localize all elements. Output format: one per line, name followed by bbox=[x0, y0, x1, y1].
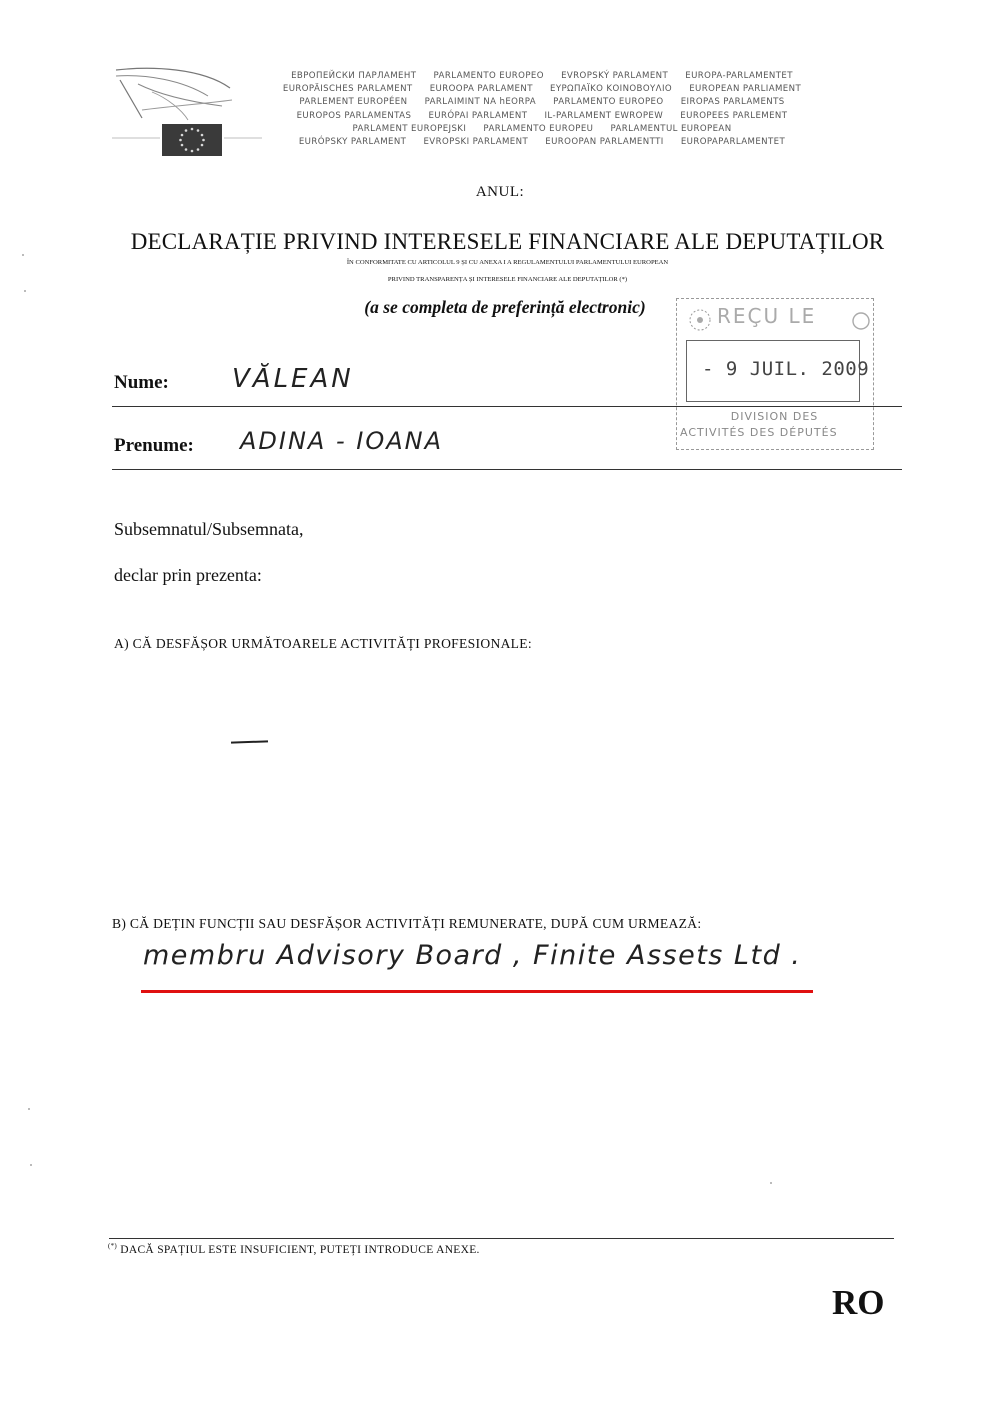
parliament-name: ЕВРОПЕЙСКИ ПАРЛАМЕНТ bbox=[291, 71, 417, 81]
eu-flag-icon bbox=[162, 124, 222, 156]
scan-speck bbox=[28, 1108, 30, 1110]
parliament-name: PARLAMENTO EUROPEO bbox=[553, 97, 664, 108]
stamp-circle-icon bbox=[850, 310, 872, 332]
prenume-label: Prenume: bbox=[114, 435, 194, 456]
electronic-completion-note: (a se completa de preferință electronic) bbox=[364, 297, 646, 317]
parliament-name: EUROPA-PARLAMENTET bbox=[685, 71, 793, 81]
parliament-name: ΕΥΡΩΠΑΪΚΟ ΚΟΙΝΟΒΟΥΛΙΟ bbox=[550, 84, 673, 95]
parliament-names-row bbox=[262, 96, 822, 109]
parliament-name: PARLEMENT EUROPÉEN bbox=[299, 97, 408, 108]
parliament-name: EVROPSKI PARLAMENT bbox=[423, 137, 529, 148]
nume-underline bbox=[112, 406, 902, 407]
parliament-name: EUROPOS PARLAMENTAS bbox=[296, 110, 412, 121]
parliament-name: PARLAMENTUL EUROPEAN bbox=[610, 123, 732, 134]
nume-label: Nume: bbox=[114, 372, 169, 393]
parliament-name: EUROPAPARLAMENTET bbox=[680, 137, 786, 148]
footnote-divider bbox=[109, 1238, 894, 1239]
stamp-division-line-2: ACTIVITÉS DES DÉPUTÉS bbox=[680, 426, 838, 439]
parliament-name: PARLAMENTO EUROPEO bbox=[433, 71, 544, 81]
parliament-name: PARLAMENT EUROPEJSKI bbox=[352, 123, 467, 134]
section-b-red-underline bbox=[141, 990, 813, 993]
parliament-name: EUROOPA PARLAMENT bbox=[429, 84, 533, 95]
parliament-name: IL-PARLAMENT EWROPEW bbox=[544, 110, 664, 121]
section-a-dash-mark bbox=[231, 740, 268, 743]
scan-speck bbox=[30, 1164, 32, 1166]
prenume-handwritten-value: ADINA - IOANA bbox=[240, 427, 444, 455]
parliament-names-row bbox=[262, 123, 822, 136]
parliament-name: PARLAMENTO EUROPEU bbox=[483, 123, 594, 134]
scan-speck bbox=[770, 1182, 772, 1184]
parliament-name: EUROPEAN PARLIAMENT bbox=[689, 84, 802, 95]
parliament-name: PARLAIMINT NA hEORPA bbox=[424, 97, 537, 108]
year-label: ANUL: bbox=[475, 184, 525, 200]
stamp-date: - 9 JUIL. 2009 bbox=[702, 358, 870, 380]
scan-speck bbox=[24, 290, 26, 292]
footnote-mark: (*) bbox=[108, 1242, 118, 1250]
stamp-eu-flag-icon bbox=[688, 308, 712, 332]
stamp-division-line-1: DIVISION DES bbox=[730, 410, 819, 423]
european-parliament-logo-icon bbox=[112, 66, 262, 162]
section-b-heading: B) CĂ DEȚIN FUNCȚII SAU DESFĂȘOR ACTIVITĂȚI REMUNERATE, DUPĂ CUM URMEAZĂ: bbox=[112, 916, 702, 931]
parliament-names-block bbox=[262, 70, 822, 149]
parliament-name: EUROOPAN PARLAMENTTI bbox=[545, 137, 664, 148]
title-subline-2: PRIVIND TRANSPARENȚA ȘI INTERESELE FINANCIARE ALE DEPUTAȚILOR (*) bbox=[387, 276, 628, 283]
parliament-names-row bbox=[262, 136, 822, 149]
parliament-name: EURÓPAI PARLAMENT bbox=[428, 110, 528, 121]
footnote-text: DACĂ SPAȚIUL ESTE INSUFICIENT, PUTEȚI INTRODUCE ANEXE. bbox=[117, 1243, 480, 1256]
parliament-names-row bbox=[262, 110, 822, 123]
scan-speck bbox=[22, 254, 24, 256]
subsemnatul-text: Subsemnatul/Subsemnata, bbox=[114, 519, 304, 539]
parliament-names-row bbox=[262, 70, 822, 83]
declar-text: declar prin prezenta: bbox=[114, 565, 262, 585]
title-subline-1: ÎN CONFORMITATE CU ARTICOLUL 9 ȘI CU ANEXA I A REGULAMENTULUI PARLAMENTULUI EUROPEAN bbox=[346, 259, 669, 266]
document-title: DECLARAȚIE PRIVIND INTERESELE FINANCIARE ALE DEPUTAȚILOR bbox=[130, 229, 885, 254]
language-code: RO bbox=[832, 1283, 885, 1322]
parliament-name: EVROPSKÝ PARLAMENT bbox=[561, 71, 669, 81]
nume-handwritten-value: VĂLEAN bbox=[232, 364, 354, 394]
parliament-name: EURÓPSKY PARLAMENT bbox=[298, 137, 407, 148]
stamp-received-text: REÇU LE bbox=[717, 304, 817, 328]
received-stamp bbox=[672, 298, 877, 455]
section-b-handwritten-entry: membru Advisory Board , Finite Assets Ltd . bbox=[143, 940, 802, 971]
parliament-name: EUROPÄISCHES PARLAMENT bbox=[282, 84, 413, 95]
section-a-heading: A) CĂ DESFĂȘOR URMĂTOARELE ACTIVITĂȚI PROFESIONALE: bbox=[114, 636, 532, 651]
parliament-names-row bbox=[262, 83, 822, 96]
parliament-name: EIROPAS PARLAMENTS bbox=[680, 97, 785, 108]
footnote bbox=[108, 1242, 480, 1256]
prenume-underline bbox=[112, 469, 902, 470]
parliament-name: EUROPEES PARLEMENT bbox=[680, 110, 788, 121]
